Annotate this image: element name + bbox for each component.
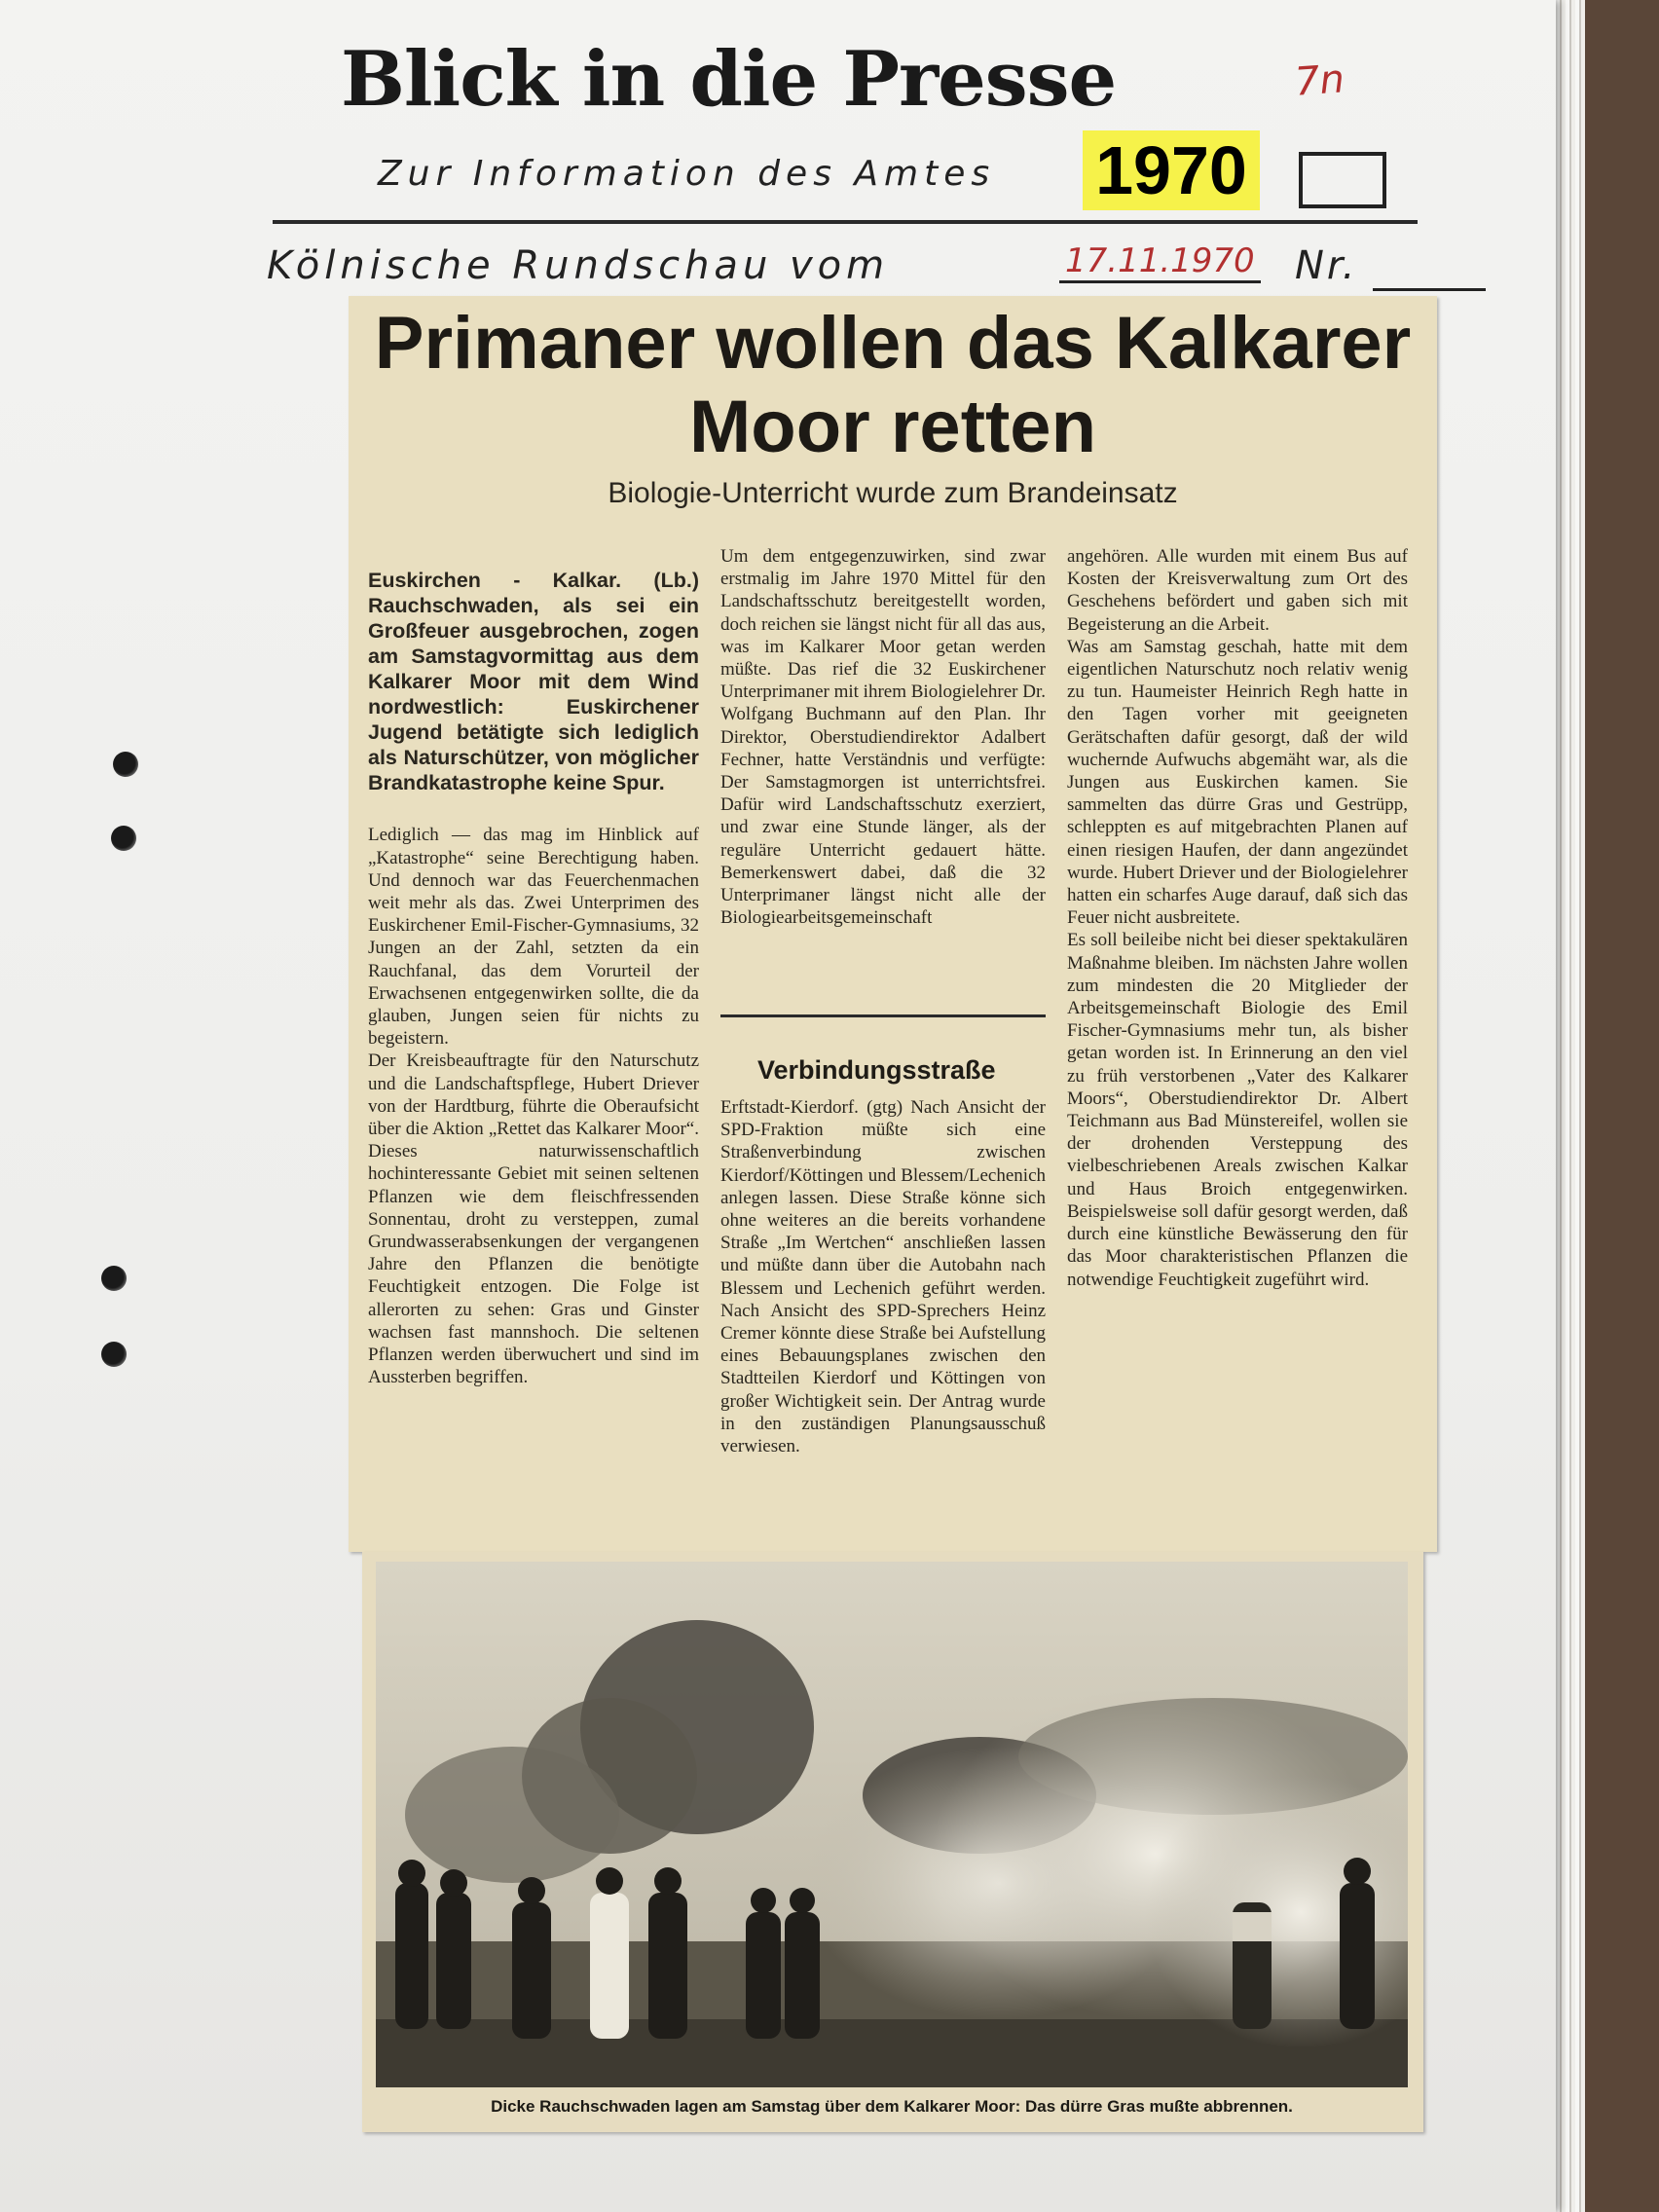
paper-edges (1556, 0, 1585, 2212)
article-column-3: angehören. Alle wurden mit einem Bus auf Kosten der Kreisverwaltung zum Ort des Geschehens befördert und gaben sich mit Begeisterung an die Arbeit. Was am Samstag geschah, hatte mit dem eigentlichen Naturschutz noch relativ wenig zu tun. Haumeister Heinrich Regh hatte in den Tagen vorher mit geeigneten Gerätschaften dafür gesorgt, daß der wild wuchernde Aufwuchs abgemäht war, als die Jungen aus Euskirchen kamen. Sie sammelten das dürre Gras und Gestrüpp, schleppten es auf mitgebrachten Planen auf einen riesigen Haufen, der dann angezündet wurde. Hubert Driever und der Biologielehrer hatten ein scharfes Auge darauf, daß sich das Feuer nicht ausbreitete. Es soll beileibe nicht bei dieser spektakulären Maßnahme bleiben. Im nächsten Jahre wollen zum mindesten die 20 Mitglieder der Arbeitsgemeinschaft Biologie des Emil Fischer-Gymnasiums mehr tun, als bisher getan worden ist. In Erinnerung an den viel zu früh verstorbenen „Vater des Kalkarer Moors“, Oberstudiendirektor Dr. Albert Teichmann aus Bad Münstereifel, wollen sie der drohenden Versteppung des vielbeschriebenen Areals zwischen Kalkar und Haus Broich entgegenwirken. Beispielsweise soll dafür gesorgt werden, daß durch eine künstliche Bewässerung den für das Moor charakteristischen Pflanzen die notwendige Feuchtigkeit zugeführt wird. (1067, 546, 1408, 1290)
checkbox-box (1299, 152, 1386, 208)
article-subheadline: Biologie-Unterricht wurde zum Brandeinsatz (608, 477, 1178, 509)
handwritten-mark: 7n (1293, 56, 1346, 105)
source-label: Kölnische Rundschau vom (267, 243, 890, 288)
sidebar-box-text: Erftstadt-Kierdorf. (gtg) Nach Ansicht der SPD-Fraktion müßte sich eine Straßenverbindung zwischen Kierdorf/Köttingen und Blessem/Lechenich anlegen lassen. Diese Straße könne sich ohne weiteres an die bereits vorhandene Straße „Im Wertchen“ anschließen lassen und müßte dann über die Autobahn nach Blessem und Lechenich geführt werden. Nach Ansicht des SPD-Sprechers Heinz Cremer könnte diese Straße bei Aufstellung eines Bebauungsplanes zwischen den Stadtteilen Kierdorf und Köttingen von großer Wichtigkeit sein. Der Antrag wurde in den zuständigen Planungsausschuß verwiesen. (720, 1097, 1046, 1457)
article-lead: Euskirchen - Kalkar. (Lb.) Rauchschwaden, als sei ein Großfeuer ausgebrochen, zogen am Samstagvormittag aus dem Kalkarer Moor mit dem Wind nordwestlich: Euskirchener Jugend betätigte sich lediglich als Naturschützer, von möglicher Brandkatastrophe keine Spur. (368, 569, 699, 795)
article-column-1-text: Lediglich — das mag im Hinblick auf „Katastrophe“ seine Berechtigung haben. Und dennoch war das Feuerchenmachen weit mehr als das. Zwei Unterprimen des Euskirchener Emil-Fischer-Gymnasiums, 32 Jungen an der Zahl, setzten da ein Rauchfanal, das dem Vorurteil der Erwachsenen entgegenwirken sollte, die da glauben, Jungen seien für nichts zu begeistern. Der Kreisbeauftragte für den Naturschutz und die Landschaftspflege, Hubert Driever von der Hardtburg, führte die Oberaufsicht über die Aktion „Rettet das Kalkarer Moor“. Dieses naturwissenschaftlich hochinteressante Gebiet mit seinen seltenen Pflanzen wie dem fleischfressenden Sonnentau, droht zu versteppen, zumal Grundwasserabsenkungen der vergangenen Jahre den Pflanzen die benötigte Feuchtigkeit entzogen. Die Folge ist allerorten zu sehen: Gras und Ginster wachsen fast mannshoch. Die seltenen Pflanzen werden überwuchert und sind im Aussterben begriffen. (368, 825, 699, 1388)
bonfire-photo (376, 1562, 1408, 2087)
header-title: Blick in die Presse (341, 35, 1117, 124)
photo-clipping (362, 1552, 1423, 2132)
newspaper-clipping (349, 296, 1437, 1552)
source-nr-line (1373, 288, 1486, 291)
punch-hole (101, 1342, 127, 1367)
photo-caption: Dicke Rauchschwaden lagen am Samstag über dem Kalkarer Moor: Das dürre Gras mußte abbrennen. (491, 2097, 1293, 2116)
column-separator (720, 1014, 1046, 1017)
header-subtitle: Zur Information des Amtes (378, 154, 996, 194)
source-nr-label: Nr. (1295, 243, 1358, 288)
punch-hole (101, 1266, 127, 1291)
article-headline: Primaner wollen das Kalkarer Moor retten (374, 302, 1412, 468)
header-rule (273, 220, 1418, 224)
sidebar-box-title: Verbindungsstraße (757, 1055, 996, 1085)
article-column-2: Um dem entgegenzuwirken, sind zwar erstmalig im Jahre 1970 Mittel für den Landschaftsschutz bereitgestellt worden, doch reichen sie längst nicht für all das aus, was im Kalkarer Moor getan werden müßte. Das rief die 32 Euskirchener Unterprimaner mit ihrem Biologielehrer Dr. Wolfgang Buchmann auf den Plan. Ihr Direktor, Oberstudiendirektor Adalbert Fechner, hatte Verständnis und verfügte: Der Samstagmorgen ist unterrichtsfrei. Dafür wird Landschaftsschutz exerziert, und zwar eine Stunde länger, als der reguläre Unterricht gedauert hätte. Bemerkenswert dabei, daß die 32 Unterprimaner längst nicht alle der Biologiearbeitsgemeinschaft (720, 546, 1046, 929)
year-badge: 1970 (1083, 130, 1260, 210)
punch-hole (113, 752, 138, 777)
punch-hole (111, 826, 136, 851)
source-date: 17.11.1970 (1059, 241, 1261, 283)
article-column-1 (368, 545, 699, 1412)
